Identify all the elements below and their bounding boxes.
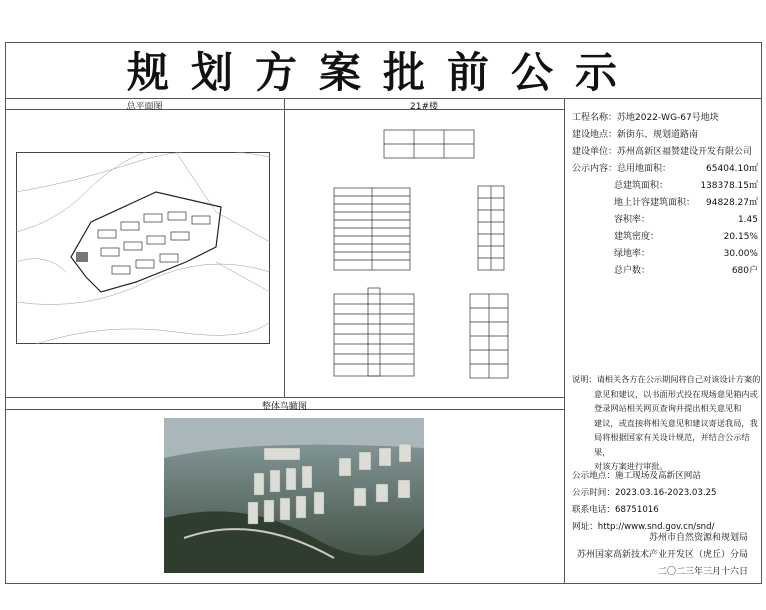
notice-note <box>572 372 762 474</box>
project-name-row <box>572 110 758 127</box>
metric-row <box>572 195 758 212</box>
signature-org2: 苏州国家高新技术产业开发区（虎丘）分局 <box>576 550 748 560</box>
metric-label: 建筑密度： <box>614 232 660 242</box>
place-label: 公示地点： <box>572 471 615 481</box>
metric-label: 地上计容建筑面积： <box>614 198 696 208</box>
building-elevations-drawing <box>318 128 528 390</box>
aerial-view-image <box>164 418 424 573</box>
project-unit-row <box>572 144 758 161</box>
note-line: 意见和建议，以书面形式投在现场意见箱内或 <box>594 388 758 399</box>
place-row <box>572 468 762 485</box>
site-plan-drawing <box>16 152 270 344</box>
divider-middle <box>5 397 564 398</box>
signature-block <box>577 530 748 581</box>
site-plan-label: 总平面图 <box>126 102 163 112</box>
building-label: 21#楼 <box>410 102 438 112</box>
project-unit: 苏州高新区福赞建设开发有限公司 <box>617 147 753 157</box>
place-value: 施工现场及高新区网站 <box>614 471 701 481</box>
phone-label: 联系电话： <box>572 505 615 515</box>
time-row <box>572 485 762 502</box>
page-title: 规划方案批前公示 <box>126 48 639 97</box>
metric-label: 绿地率： <box>614 249 651 259</box>
metric-value: 20.15% <box>723 232 758 242</box>
content-label: 公示内容： <box>572 164 618 174</box>
project-unit-label: 建设单位： <box>572 147 618 157</box>
note-line: 登录网站相关网页查询并提出相关意见和 <box>594 403 742 413</box>
phone-row <box>572 502 762 519</box>
note-line: 局将根据国家有关设计规范，并结合公示结果， <box>594 432 750 457</box>
metric-value: 94828.27㎡ <box>706 198 758 208</box>
note-line: 建议，或直接将相关意见和建议寄送我局，我 <box>594 417 758 428</box>
metric-label: 容积率： <box>614 215 651 225</box>
contact-info <box>572 468 762 536</box>
metric-label: 总建筑面积： <box>614 181 669 191</box>
project-name-label: 工程名称： <box>572 113 618 123</box>
metric-value: 1.45 <box>737 215 758 225</box>
metric-row <box>572 212 758 229</box>
divider-info-column <box>564 98 565 584</box>
project-name: 苏地2022-WG-67号地块 <box>617 113 719 123</box>
metric-row <box>572 246 758 263</box>
metric-value: 65404.10㎡ <box>706 164 758 174</box>
time-label: 公示时间： <box>572 488 615 498</box>
project-location-label: 建设地点： <box>572 130 618 140</box>
note-line: 对该方案进行审批。 <box>594 461 668 471</box>
project-location-row <box>572 127 758 144</box>
metric-label: 总户数： <box>614 266 651 276</box>
project-info <box>572 110 758 280</box>
aerial-label: 整体鸟瞰图 <box>261 402 307 412</box>
note-line: 说明：请相关各方在公示期间将自己对该设计方案的 <box>572 374 761 384</box>
metric-row <box>572 178 758 195</box>
signature-org1: 苏州市自然资源和规划局 <box>648 533 748 543</box>
metric-row <box>572 263 758 280</box>
metric-row <box>572 229 758 246</box>
website-label: 网址： <box>572 522 598 532</box>
signature-date: 二〇二三年三月十六日 <box>657 567 748 577</box>
phone-value: 68751016 <box>614 505 659 515</box>
project-location: 新街东、规划道路南 <box>617 130 699 140</box>
metric-row <box>572 161 758 178</box>
metric-label: 总用地面积： <box>617 164 672 174</box>
metric-value: 138378.15㎡ <box>700 181 758 191</box>
time-value: 2023.03.16-2023.03.25 <box>614 488 717 498</box>
metric-value: 680户 <box>731 266 758 276</box>
divider-site-building <box>284 98 285 397</box>
website-link[interactable]: http://www.snd.gov.cn/snd/ <box>597 522 715 532</box>
metric-value: 30.00% <box>723 249 758 259</box>
